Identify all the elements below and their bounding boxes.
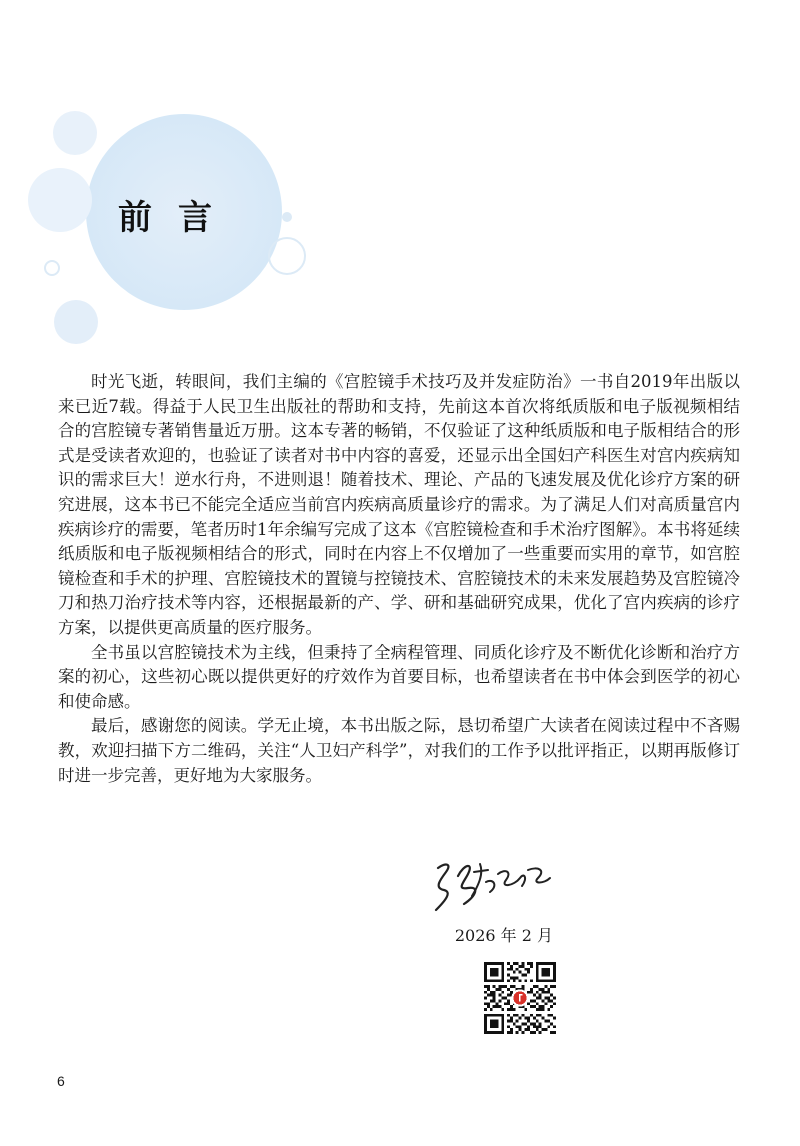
decor-circle-left (28, 168, 92, 232)
decor-ring-small-left (45, 261, 59, 275)
signature-image (428, 852, 558, 922)
page-number: 6 (57, 1073, 65, 1089)
paragraph-2: 全书虽以宫腔镜技术为主线，但秉持了全病程管理、同质化诊疗及不断优化诊断和治疗方案的初心，这些初心既以提供更好的疗效作为首要目标，也希望读者在书中体会到医学的初心和使命感。 (58, 642, 740, 711)
paragraph-1: 时光飞逝，转眼间，我们主编的《宫腔镜手术技巧及并发症防治》一书自2019年出版以来已近7载。得益于人民卫生出版社的帮助和支持，先前这本首次将纸质版和电子版视频相结合的宫腔镜专著销售量近万册。这本专著的畅销，不仅验证了这种纸质版和电子版相结合的形式是受读者欢迎的，也验证了读者对书中内容的喜爱，还显示出全国妇产科医生对宫内疾病知识的需求巨大！逆水行舟，不进则退！随着技术、理论、产品的飞速发展及优化诊疗方案的研究进展，这本书已不能完全适应当前宫内疾病高质量诊疗的需求。为了满足人们对高质量宫内疾病诊疗的需要，笔者历时1年余编写完成了这本《宫腔镜检查和手术治疗图解》。本书将延续纸质版和电子版视频相结合的形式，同时在内容上不仅增加了一些重要而实用的章节，如宫腔镜检查和手术的护理、宫腔镜技术的置镜与控镜技术、宫腔镜技术的未来发展趋势及宫腔镜冷刀和热刀治疗技术等内容，还根据最新的产、学、研和基础研究成果，优化了宫内疾病的诊疗方案，以提供更高质量的医疗服务。 (58, 372, 740, 637)
preface-body (58, 370, 740, 788)
decor-circle-bottom (54, 300, 98, 344)
decor-ring-right (269, 238, 305, 274)
date-line: 2026 年 2 月 (454, 926, 553, 945)
qr-code[interactable] (484, 962, 556, 1034)
decorative-circles (0, 0, 800, 360)
paragraph-3: 最后，感谢您的阅读。学无止境，本书出版之际，恳切希望广大读者在阅读过程中不吝赐教，欢迎扫描下方二维码，关注“人卫妇产科学”，对我们的工作予以批评指正，以期再版修订时进一步完善，更好地为大家服务。 (58, 716, 740, 785)
decor-circle-top (53, 111, 97, 155)
page-title: 前言 (118, 198, 238, 238)
